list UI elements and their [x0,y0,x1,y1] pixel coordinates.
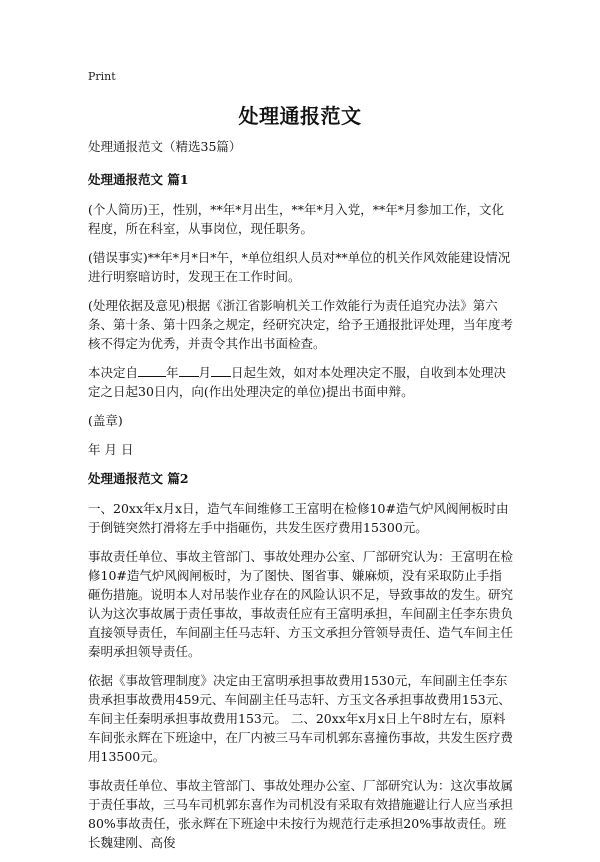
document-subtitle: 处理通报范文（精选35篇） [88,139,242,154]
paragraph: 事故责任单位、事故主管部门、事故处理办公室、厂部研究认为：王富明在检修10#造气炉风阀闸板时，为了图快、图省事、嫌麻烦，没有采取防止手指砸伤措施。说明本人对吊装作业存在的风险认识不足，导致事故的发生。研究认为这次事故属于责任事故，事故责任应有王富明承担，车间副主任李东贵负直接领导责任，车间副主任马志轩、方玉文承担分管领导责任、造气车间主任秦明承担领导责任。 [88,549,514,659]
paragraph: (错误事实)**年*月*日*午，*单位组织人员对**单位的机关作风效能建设情况进行明察暗访时，发现王在工作时间。 [88,250,511,284]
seal-line: (盖章) [88,413,123,428]
section-heading-2: 处理通报范文 篇2 [88,471,189,486]
paragraph: 一、20xx年x月x日，造气车间维修工王富明在检修10#造气炉风阀闸板时由于倒链突然打滑将左手中指砸伤，共发生医疗费用15300元。 [88,501,509,535]
paragraph: (个人简历)王，性别，**年*月出生，**年*月入党，**年*月参加工作，文化程度，所在科室，从事岗位，现任职务。 [88,202,505,236]
blank-line [211,364,231,377]
blank-line [138,364,166,377]
text-fragment: 本决定自 [88,365,139,380]
document-body [88,137,514,862]
text-fragment: 年 [166,365,179,380]
print-link[interactable]: Print [88,70,116,83]
blank-line [179,364,199,377]
paragraph: 事故责任单位、事故主管部门、事故处理办公室、厂部研究认为：这次事故属于责任事故，三马车司机郭东喜作为司机没有采取有效措施避让行人应当承担80%事故责任，张永辉在下班途中未按行为规范行走承担20%事故责任。班长魏建刚、高俊 [88,778,514,850]
page-title: 处理通报范文 [238,104,362,128]
paragraph: (处理依据及意见)根据《浙江省影响机关工作效能行为责任追究办法》第六条、第十条、第十四条之规定，经研究决定，给予王通报批评处理，当年度考核不得定为优秀，并责令其作出书面检查。 [88,298,514,351]
text-fragment: 日起生效，如对本处理决定不服，自收到本处理决定之日起30日内，向(作出处理决定的单位)提出书面申辩。 [88,365,507,399]
paragraph-with-blanks [88,363,514,401]
paragraph: 依据《事故管理制度》决定由王富明承担事故费用1530元，车间副主任李东贵承担事故费用459元、车间副主任马志轩、方玉文各承担事故费用153元、车间主任秦明承担事故费用153元。 二、20xx年x月x日上午8时左右，原料车间张永辉在下班途中，在厂内被三马车司机郭东喜撞伤事故，共发生医疗费用13500元。 [88,673,514,764]
section-heading-1: 处理通报范文 篇1 [88,172,189,187]
date-line: 年 月 日 [88,442,134,457]
text-fragment: 月 [198,365,212,380]
